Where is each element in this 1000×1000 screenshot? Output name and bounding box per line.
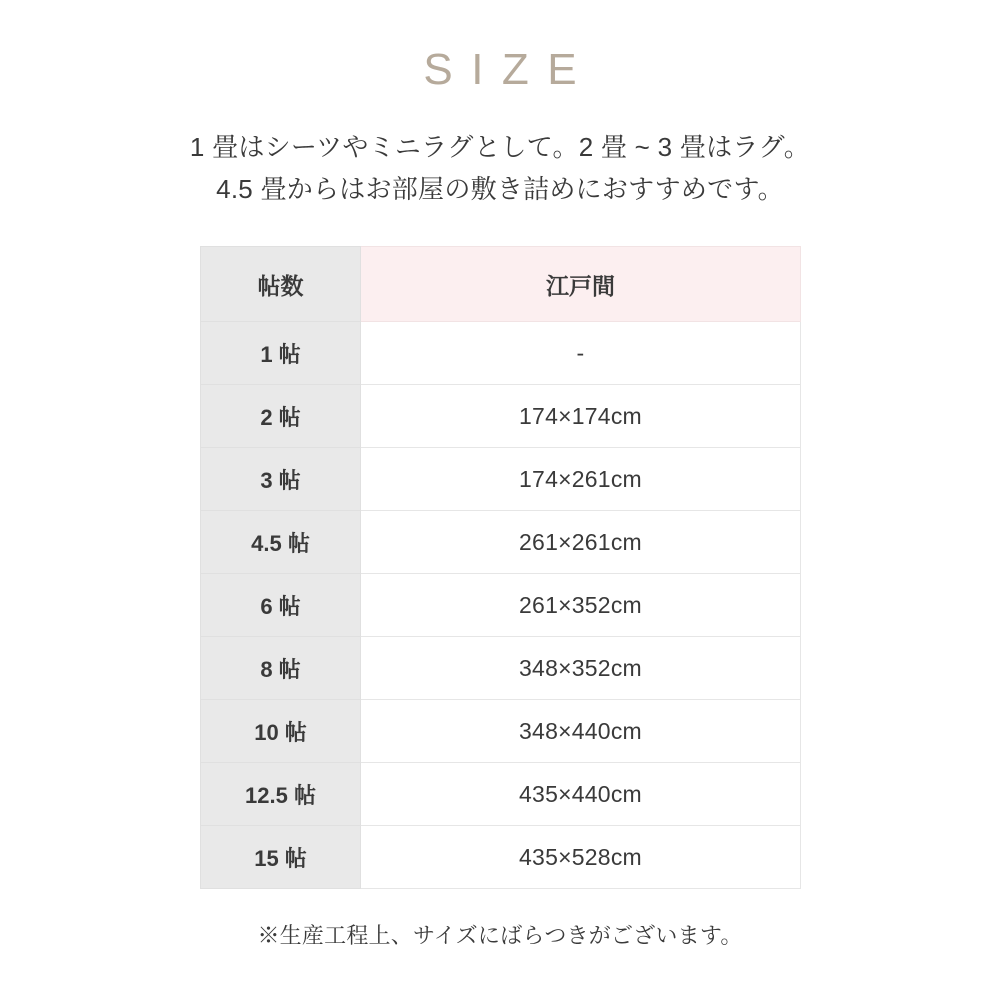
lead-line-2: 4.5 畳からはお部屋の敷き詰めにおすすめです。 <box>216 174 784 205</box>
table-row <box>201 700 801 763</box>
row-value: 174×174cm <box>361 385 801 448</box>
row-label: 2 帖 <box>201 385 361 448</box>
row-value: - <box>361 322 801 385</box>
column-header-tatami-count: 帖数 <box>201 247 361 322</box>
row-label: 3 帖 <box>201 448 361 511</box>
row-value: 435×528cm <box>361 826 801 889</box>
lead-text <box>190 126 810 210</box>
table-row <box>201 574 801 637</box>
table-row <box>201 511 801 574</box>
table-row <box>201 763 801 826</box>
row-label: 10 帖 <box>201 700 361 763</box>
row-label: 8 帖 <box>201 637 361 700</box>
footnote: ※生産工程上、サイズにばらつきがございます。 <box>257 923 743 949</box>
column-header-edoma: 江戸間 <box>361 247 801 322</box>
table-row <box>201 826 801 889</box>
row-value: 435×440cm <box>361 763 801 826</box>
row-value: 261×261cm <box>361 511 801 574</box>
row-value: 348×440cm <box>361 700 801 763</box>
row-value: 261×352cm <box>361 574 801 637</box>
table-row <box>201 322 801 385</box>
row-label: 6 帖 <box>201 574 361 637</box>
table-header-row <box>201 247 801 322</box>
table-row <box>201 637 801 700</box>
table-head <box>201 247 801 322</box>
table-row <box>201 385 801 448</box>
row-label: 12.5 帖 <box>201 763 361 826</box>
row-value: 348×352cm <box>361 637 801 700</box>
row-label: 15 帖 <box>201 826 361 889</box>
row-value: 174×261cm <box>361 448 801 511</box>
table-body <box>201 322 801 889</box>
page-title: SIZE <box>423 45 596 94</box>
lead-line-1: 1 畳はシーツやミニラグとして。2 畳 ~ 3 畳はラグ。 <box>189 132 811 162</box>
size-table-wrapper <box>200 246 800 889</box>
table-row <box>201 448 801 511</box>
row-label: 1 帖 <box>201 322 361 385</box>
size-table <box>200 246 801 889</box>
row-label: 4.5 帖 <box>201 511 361 574</box>
